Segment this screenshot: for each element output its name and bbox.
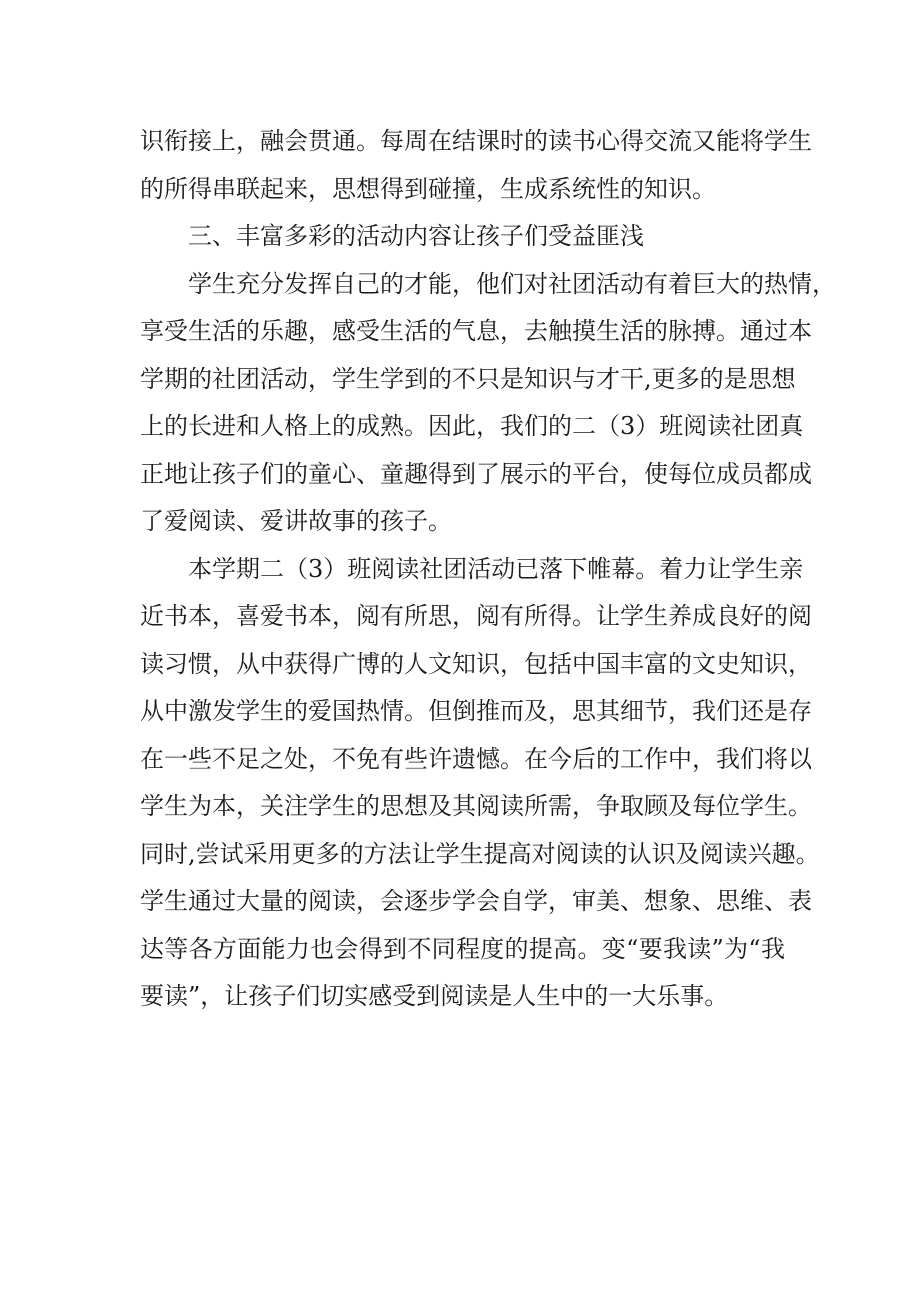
paragraph-line: 识衔接上，融会贯通。每周在结课时的读书心得交流又能将学生: [140, 127, 812, 155]
paragraph-line: 的所得串联起来，思想得到碰撞，生成系统性的知识。: [140, 174, 716, 203]
paragraph-line: 本学期二（3）班阅读社团活动已落下帷幕。着力让学生亲: [188, 554, 804, 583]
paragraph-line: 要读”，让孩子们切实感受到阅读是人生中的一大乐事。: [140, 982, 729, 1010]
paragraph-line: 同时,尝试采用更多的方法让学生提高对阅读的认识及阅读兴趣。: [140, 839, 820, 868]
paragraph-line: 近书本，喜爱书本，阅有所思，阅有所得。让学生养成良好的阅: [140, 602, 812, 630]
paragraph-line: 学生充分发挥自己的才能，他们对社团活动有着巨大的热情，: [188, 269, 836, 298]
paragraph-line: 正地让孩子们的童心、童趣得到了展示的平台，使每位成员都成: [140, 459, 812, 488]
paragraph-line: 了爱阅读、爱讲故事的孩子。: [140, 507, 452, 535]
paragraph-line: 学生通过大量的阅读，会逐步学会自学，审美、想象、思维、表: [140, 887, 812, 915]
paragraph-line: 上的长进和人格上的成熟。因此，我们的二（3）班阅读社团真: [140, 412, 804, 440]
paragraph-line: 从中激发学生的爱国热情。但倒推而及，思其细节，我们还是存: [140, 697, 812, 725]
document-body: [140, 118, 836, 1021]
paragraph-line: 在一些不足之处，不免有些许遗憾。在今后的工作中，我们将以: [140, 744, 812, 773]
paragraph-line: 学生为本，关注学生的思想及其阅读所需，争取顾及每位学生。: [140, 792, 812, 820]
paragraph-line: 达等各方面能力也会得到不同程度的提高。变“要我读”为“我: [140, 934, 785, 963]
paragraph-line: 学期的社团活动，学生学到的不只是知识与才干,更多的是思想: [140, 364, 796, 393]
paragraph-line: 享受生活的乐趣，感受生活的气息，去触摸生活的脉搏。通过本: [140, 317, 812, 345]
paragraph-line: 读习惯，从中获得广博的人文知识，包括中国丰富的文史知识，: [140, 649, 812, 678]
section-heading: 三、丰富多彩的活动内容让孩子们受益匪浅: [188, 222, 644, 250]
